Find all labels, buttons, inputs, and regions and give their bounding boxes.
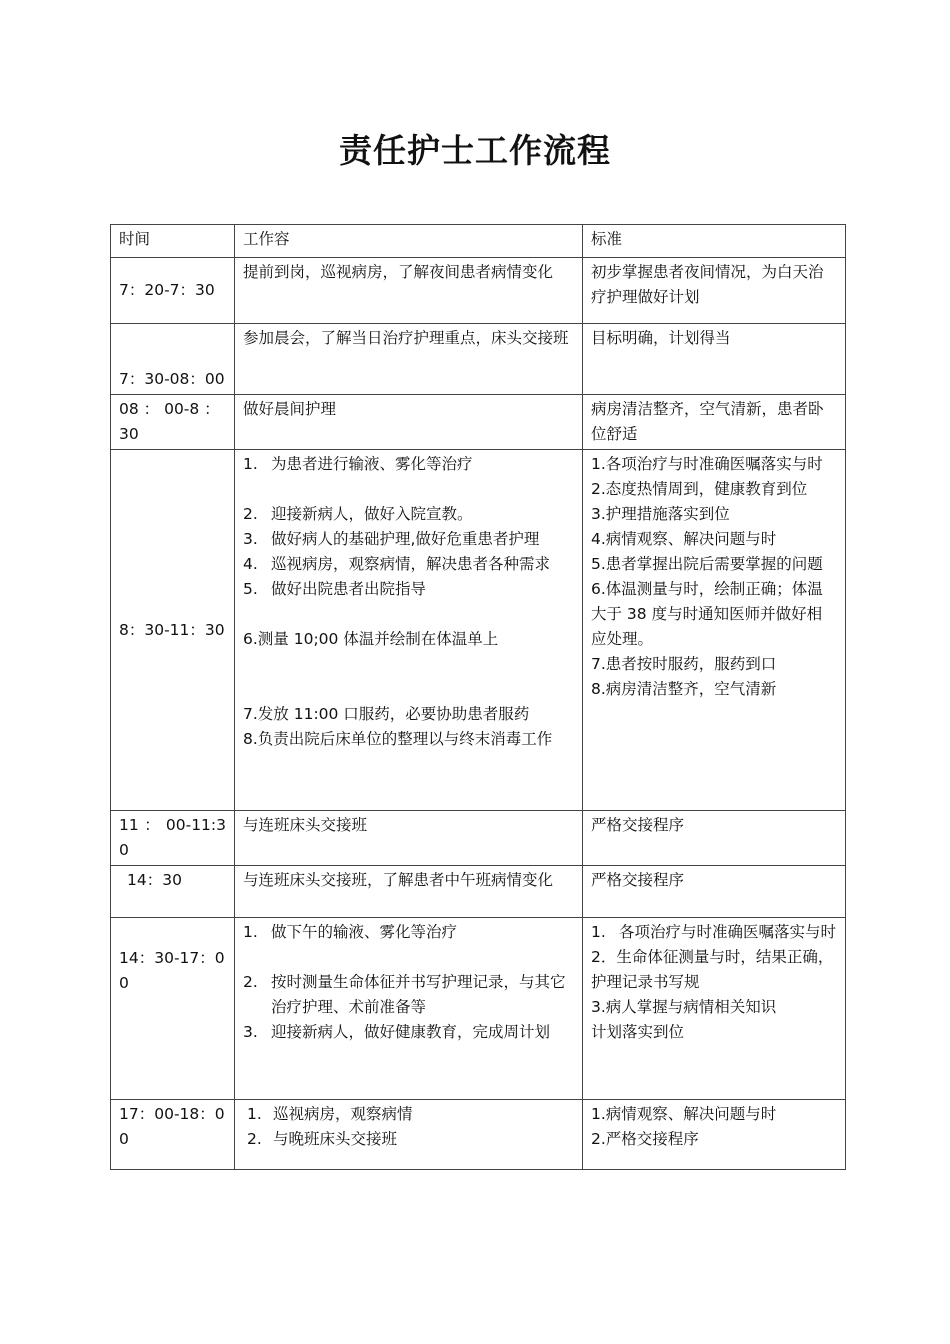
list-item: 2. 迎接新病人，做好入院宣教。	[243, 505, 473, 523]
table-row	[111, 918, 846, 1100]
list-item: 计划落实到位	[591, 1023, 685, 1041]
table-row	[111, 258, 846, 324]
standard-cell	[583, 918, 846, 1100]
list-item: 7.发放 11:00 口服药，必要协助患者服药	[243, 705, 530, 723]
list-item: 1. 巡视病房，观察病情	[247, 1105, 413, 1123]
standard-cell	[583, 1100, 846, 1170]
header-content: 工作容	[235, 225, 583, 258]
table-row	[111, 1100, 846, 1170]
list-item: 6.体温测量与时，绘制正确；体温大于 38 度与时通知医师并做好相应处理。	[591, 580, 823, 648]
time-cell: 14：30-17：00	[111, 918, 235, 1100]
time-cell: 14：30	[111, 866, 235, 918]
time-cell: 7：30-08：00	[111, 324, 235, 395]
header-time: 时间	[111, 225, 235, 258]
list-item: 7.患者按时服药，服药到口	[591, 655, 777, 673]
list-item: 3.护理措施落实到位	[591, 505, 730, 523]
content-cell: 提前到岗，巡视病房，了解夜间患者病情变化	[235, 258, 583, 324]
list-item: 5.患者掌握出院后需要掌握的问题	[591, 555, 823, 573]
list-item: 6.测量 10;00 体温并绘制在体温单上	[243, 630, 499, 648]
list-item: 1. 各项治疗与时准确医嘱落实与时	[591, 923, 837, 941]
content-cell	[235, 918, 583, 1100]
list-item: 2．生命体征测量与时，结果正确，护理记录书写规	[591, 948, 834, 991]
header-standard: 标准	[583, 225, 846, 258]
list-item: 3.病人掌握与病情相关知识	[591, 998, 777, 1016]
list-item: 4.病情观察、解决问题与时	[591, 530, 777, 548]
table-row	[111, 450, 846, 811]
list-item: 2.态度热情周到，健康教育到位	[591, 480, 808, 498]
table-row	[111, 324, 846, 395]
content-cell: 与连班床头交接班，了解患者中午班病情变化	[235, 866, 583, 918]
time-cell: 17：00-18：00	[111, 1100, 235, 1170]
standard-cell: 病房清洁整齐，空气清新，患者卧位舒适	[583, 395, 846, 450]
content-cell	[235, 450, 583, 811]
content-cell: 与连班床头交接班	[235, 811, 583, 866]
list-item: 1. 做下午的输液、雾化等治疗	[243, 923, 458, 941]
list-item: 3. 迎接新病人，做好健康教育，完成周计划	[243, 1023, 551, 1041]
list-item: 2. 与晚班床头交接班	[247, 1130, 398, 1148]
list-item: 1.各项治疗与时准确医嘱落实与时	[591, 455, 823, 473]
table-row	[111, 395, 846, 450]
list-item: 5. 做好出院患者出院指导	[243, 580, 427, 598]
content-cell	[235, 1100, 583, 1170]
list-item: 1. 为患者进行输液、雾化等治疗	[243, 455, 473, 473]
table-header-row	[111, 225, 846, 258]
standard-cell: 目标明确，计划得当	[583, 324, 846, 395]
table-row	[111, 866, 846, 918]
table-row	[111, 811, 846, 866]
time-cell: 11 ： 00-11:30	[111, 811, 235, 866]
list-item: 8.病房清洁整齐，空气清新	[591, 680, 777, 698]
list-item: 2. 按时测量生命体征并书写护理记录，与其它治疗护理、术前准备等	[243, 973, 566, 1016]
time-cell: 7：20-7：30	[111, 258, 235, 324]
standard-cell: 严格交接程序	[583, 811, 846, 866]
list-item: 3. 做好病人的基础护理,做好危重患者护理	[243, 530, 540, 548]
workflow-table	[110, 224, 846, 1170]
content-cell: 参加晨会，了解当日治疗护理重点，床头交接班	[235, 324, 583, 395]
standard-cell	[583, 450, 846, 811]
list-item: 8.负责出院后床单位的整理以与终末消毒工作	[243, 730, 553, 748]
content-cell: 做好晨间护理	[235, 395, 583, 450]
list-item: 1.病情观察、解决问题与时	[591, 1105, 777, 1123]
list-item: 2.严格交接程序	[591, 1130, 699, 1148]
standard-cell: 初步掌握患者夜间情况，为白天治疗护理做好计划	[583, 258, 846, 324]
time-cell: 08 ： 00-8 ： 30	[111, 395, 235, 450]
page-title: 责任护士工作流程	[339, 131, 611, 170]
list-item: 4. 巡视病房，观察病情，解决患者各种需求	[243, 555, 551, 573]
time-cell: 8：30-11：30	[111, 450, 235, 811]
standard-cell: 严格交接程序	[583, 866, 846, 918]
